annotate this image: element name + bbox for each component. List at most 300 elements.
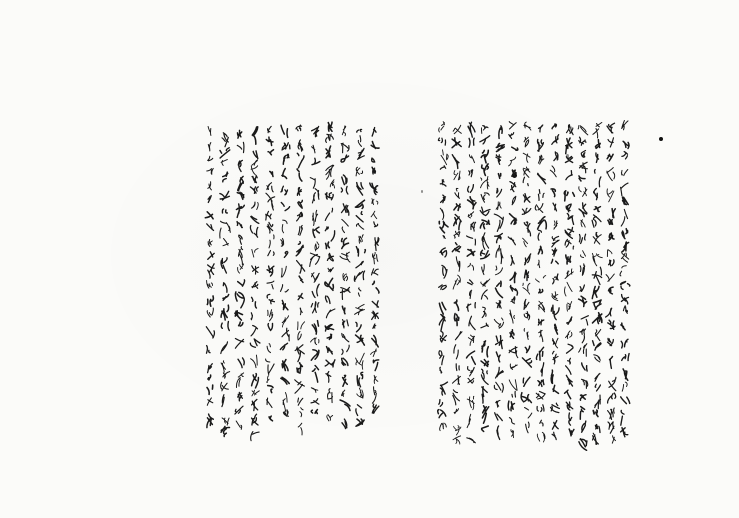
handwritten-glyph	[621, 323, 625, 330]
handwritten-glyph	[298, 398, 303, 405]
handwritten-glyph	[281, 203, 289, 211]
handwritten-glyph	[281, 186, 288, 195]
handwritten-glyph	[594, 207, 600, 212]
handwritten-glyph	[579, 176, 585, 181]
handwritten-column	[266, 126, 275, 420]
handwritten-glyph	[208, 182, 212, 190]
handwritten-glyph	[494, 214, 503, 231]
handwritten-glyph	[238, 358, 244, 368]
handwritten-glyph	[266, 211, 271, 220]
handwritten-glyph	[438, 410, 446, 418]
handwritten-glyph	[555, 324, 558, 334]
handwritten-glyph	[267, 183, 273, 192]
handwritten-glyph	[454, 204, 460, 211]
handwritten-column	[354, 129, 365, 426]
handwritten-glyph	[537, 140, 543, 152]
handwritten-glyph	[455, 188, 460, 198]
handwritten-glyph	[298, 200, 302, 208]
handwritten-glyph	[312, 366, 318, 383]
handwritten-glyph	[551, 305, 559, 319]
handwritten-glyph	[512, 196, 516, 204]
handwritten-glyph	[327, 334, 332, 339]
handwritten-glyph	[356, 419, 364, 426]
handwritten-glyph	[250, 339, 260, 347]
handwritten-glyph	[372, 269, 379, 275]
handwritten-glyph	[496, 144, 504, 152]
handwritten-glyph	[609, 377, 616, 390]
handwritten-glyph	[342, 419, 347, 429]
handwritten-glyph	[440, 180, 446, 186]
handwritten-glyph	[342, 358, 348, 365]
handwritten-glyph	[608, 393, 616, 403]
handwritten-glyph	[235, 292, 244, 308]
handwritten-glyph	[330, 180, 334, 188]
handwritten-glyph	[357, 372, 363, 386]
handwritten-glyph	[266, 193, 275, 210]
handwritten-glyph	[554, 221, 558, 229]
handwritten-glyph	[221, 426, 230, 436]
handwritten-glyph	[252, 127, 257, 144]
handwritten-glyph	[566, 358, 571, 374]
handwritten-glyph	[510, 330, 514, 339]
handwritten-glyph	[552, 135, 559, 145]
handwritten-glyph	[592, 286, 599, 298]
handwritten-glyph	[452, 243, 460, 252]
handwritten-glyph	[593, 123, 602, 138]
handwritten-glyph	[497, 188, 502, 197]
handwritten-glyph	[621, 295, 628, 304]
handwritten-glyph	[207, 296, 213, 306]
handwritten-glyph	[342, 306, 345, 314]
handwritten-glyph	[454, 426, 461, 435]
handwritten-glyph	[372, 128, 376, 136]
handwritten-glyph	[223, 372, 230, 379]
handwritten-glyph	[579, 203, 587, 217]
handwritten-glyph	[439, 221, 448, 232]
handwritten-glyph	[538, 260, 540, 267]
handwritten-glyph	[311, 410, 317, 414]
handwritten-glyph	[251, 313, 252, 320]
handwritten-glyph	[284, 252, 287, 258]
handwritten-glyph	[552, 432, 556, 439]
handwritten-glyph	[522, 208, 531, 214]
handwritten-glyph	[207, 414, 213, 428]
handwritten-glyph	[608, 408, 615, 419]
handwritten-glyph	[537, 432, 545, 442]
handwritten-glyph	[581, 251, 586, 258]
handwritten-glyph	[356, 335, 365, 345]
handwritten-glyph	[281, 125, 288, 137]
handwritten-glyph	[524, 299, 529, 309]
handwritten-glyph	[371, 142, 379, 149]
handwritten-glyph	[553, 274, 558, 284]
handwritten-glyph	[250, 226, 257, 238]
handwritten-glyph	[267, 294, 274, 303]
handwritten-glyph	[207, 346, 211, 354]
handwritten-glyph	[482, 406, 488, 423]
handwritten-glyph	[622, 152, 628, 159]
handwritten-glyph	[440, 382, 447, 395]
handwritten-glyph	[509, 122, 516, 130]
handwritten-glyph	[208, 264, 215, 278]
handwritten-column	[564, 125, 574, 436]
handwritten-glyph	[509, 133, 514, 139]
handwritten-glyph	[607, 250, 612, 257]
handwritten-glyph	[496, 202, 501, 210]
handwritten-glyph	[511, 297, 515, 304]
handwritten-glyph	[327, 253, 333, 261]
handwritten-glyph	[342, 345, 349, 354]
handwritten-glyph	[440, 166, 445, 169]
handwritten-glyph	[467, 396, 474, 409]
handwritten-glyph	[342, 204, 349, 215]
handwritten-glyph	[510, 272, 516, 282]
handwritten-glyph	[481, 279, 490, 287]
handwritten-glyph	[578, 126, 588, 135]
handwritten-glyph	[540, 420, 543, 426]
handwritten-glyph	[299, 276, 303, 282]
handwritten-glyph	[357, 388, 363, 398]
handwritten-glyph	[325, 193, 333, 200]
handwritten-glyph	[565, 390, 571, 399]
handwritten-glyph	[354, 271, 364, 281]
handwritten-glyph	[468, 378, 474, 383]
handwritten-glyph	[220, 221, 230, 238]
handwritten-glyph	[372, 387, 376, 403]
handwritten-glyph	[621, 253, 628, 262]
handwritten-column	[250, 127, 260, 441]
handwritten-glyph	[595, 373, 600, 381]
handwritten-glyph	[281, 266, 286, 277]
handwritten-glyph	[253, 151, 258, 159]
handwritten-glyph	[525, 270, 529, 280]
handwritten-glyph	[297, 212, 303, 221]
handwritten-glyph	[524, 137, 529, 147]
handwritten-glyph	[594, 189, 598, 200]
handwritten-glyph	[269, 235, 274, 248]
handwritten-glyph	[579, 439, 587, 451]
handwritten-glyph	[582, 421, 586, 432]
handwritten-glyph	[579, 187, 587, 197]
handwritten-glyph	[553, 351, 559, 364]
handwritten-glyph	[453, 275, 460, 289]
handwritten-glyph	[326, 146, 331, 158]
handwritten-glyph	[467, 414, 471, 427]
handwritten-glyph	[622, 242, 629, 252]
handwritten-glyph	[297, 363, 303, 373]
handwritten-glyph	[310, 253, 320, 266]
handwritten-glyph	[567, 214, 573, 225]
handwritten-glyph	[374, 222, 378, 227]
handwritten-glyph	[608, 422, 614, 433]
handwritten-glyph	[482, 341, 488, 357]
handwritten-glyph	[439, 302, 445, 314]
handwritten-glyph	[266, 137, 273, 145]
handwritten-glyph	[269, 416, 272, 421]
handwritten-glyph	[566, 255, 571, 264]
handwritten-glyph	[207, 398, 213, 405]
handwritten-glyph	[281, 239, 284, 247]
handwritten-glyph	[523, 238, 528, 247]
handwritten-glyph	[223, 239, 229, 246]
handwritten-glyph	[481, 290, 487, 299]
handwritten-glyph	[535, 204, 543, 213]
handwritten-glyph	[595, 330, 600, 341]
handwritten-glyph	[454, 314, 458, 326]
handwritten-glyph	[267, 266, 274, 276]
handwritten-glyph	[595, 384, 600, 391]
handwritten-glyph	[581, 316, 588, 325]
handwritten-glyph	[326, 372, 331, 383]
handwritten-glyph	[311, 350, 319, 360]
handwritten-glyph	[468, 263, 474, 270]
handwritten-glyph	[237, 222, 242, 228]
handwritten-glyph	[223, 172, 228, 182]
handwritten-glyph	[311, 338, 319, 345]
handwritten-glyph	[270, 171, 273, 176]
handwritten-glyph	[222, 395, 224, 407]
handwritten-glyph	[580, 395, 586, 401]
handwritten-glyph	[539, 125, 543, 132]
handwritten-glyph	[454, 300, 458, 310]
handwritten-glyph	[297, 261, 305, 274]
handwritten-glyph	[509, 380, 517, 391]
handwritten-glyph	[341, 155, 349, 162]
handwritten-glyph	[373, 324, 376, 328]
handwritten-glyph	[609, 233, 614, 240]
handwritten-glyph	[481, 323, 489, 328]
handwritten-glyph	[252, 175, 257, 182]
handwritten-glyph	[453, 390, 460, 405]
handwritten-glyph	[510, 214, 517, 225]
handwritten-glyph	[325, 360, 335, 367]
handwritten-glyph	[342, 390, 345, 396]
handwritten-glyph	[609, 287, 614, 294]
handwritten-glyph	[280, 343, 287, 350]
handwritten-glyph	[372, 404, 379, 413]
right-manuscript-page	[438, 121, 630, 451]
handwritten-glyph	[523, 283, 530, 294]
handwritten-glyph	[565, 227, 574, 238]
handwritten-glyph	[496, 352, 500, 362]
handwritten-glyph	[510, 310, 515, 323]
handwritten-glyph	[523, 194, 530, 203]
handwritten-column	[280, 125, 290, 416]
handwritten-glyph	[298, 322, 305, 330]
handwritten-glyph	[521, 393, 531, 403]
handwritten-glyph	[370, 183, 378, 194]
handwritten-glyph	[326, 242, 330, 249]
handwritten-glyph	[312, 273, 320, 283]
handwritten-glyph	[310, 178, 315, 189]
handwritten-glyph	[566, 375, 572, 386]
handwritten-glyph	[467, 303, 476, 312]
handwritten-glyph	[326, 309, 335, 318]
handwritten-glyph	[538, 319, 544, 325]
handwritten-glyph	[372, 301, 378, 307]
handwritten-glyph	[622, 229, 628, 239]
handwritten-glyph	[468, 197, 476, 209]
handwritten-glyph	[313, 227, 319, 237]
handwritten-glyph	[552, 421, 558, 430]
handwritten-glyph	[469, 155, 474, 163]
handwritten-glyph	[298, 332, 301, 341]
handwritten-column	[325, 122, 335, 421]
handwritten-glyph	[252, 266, 259, 274]
handwritten-glyph	[468, 335, 474, 345]
handwritten-glyph	[524, 312, 530, 320]
handwritten-column	[220, 133, 230, 437]
handwritten-glyph	[268, 150, 273, 155]
handwritten-glyph	[358, 288, 361, 296]
handwritten-glyph	[482, 387, 487, 403]
handwritten-glyph	[300, 408, 303, 417]
handwritten-glyph	[266, 359, 275, 375]
handwritten-glyph	[551, 403, 560, 412]
handwritten-glyph	[481, 126, 488, 134]
handwritten-glyph	[342, 219, 349, 232]
handwritten-glyph	[281, 377, 289, 384]
handwritten-glyph	[608, 320, 615, 329]
handwritten-glyph	[282, 143, 290, 150]
handwritten-glyph	[621, 410, 624, 425]
handwritten-glyph	[268, 126, 272, 132]
handwritten-glyph	[569, 413, 572, 425]
handwritten-glyph	[579, 344, 587, 357]
handwritten-column	[452, 125, 462, 444]
handwritten-glyph	[496, 281, 503, 297]
handwritten-glyph	[372, 167, 375, 174]
handwritten-glyph	[581, 151, 585, 158]
handwritten-glyph	[593, 313, 602, 324]
handwritten-glyph	[236, 421, 241, 429]
handwritten-glyph	[607, 189, 614, 202]
handwritten-glyph	[315, 242, 319, 251]
handwritten-glyph	[298, 140, 303, 151]
handwritten-glyph	[512, 391, 516, 397]
handwritten-glyph	[220, 191, 230, 200]
handwritten-glyph	[282, 360, 288, 371]
handwritten-glyph	[342, 175, 347, 185]
handwritten-glyph	[356, 405, 362, 416]
handwritten-glyph	[455, 332, 462, 340]
handwritten-glyph	[208, 196, 211, 203]
handwritten-glyph	[538, 190, 544, 201]
handwritten-glyph	[283, 154, 289, 164]
handwritten-glyph	[623, 197, 629, 204]
handwritten-glyph	[539, 330, 543, 341]
handwritten-glyph	[498, 174, 500, 179]
handwritten-glyph	[208, 127, 211, 136]
handwritten-glyph	[326, 165, 334, 179]
handwritten-glyph	[207, 308, 213, 317]
handwritten-glyph	[607, 154, 613, 161]
handwritten-glyph	[499, 126, 502, 138]
handwritten-column	[550, 124, 559, 440]
handwritten-glyph	[373, 360, 379, 371]
handwritten-glyph	[312, 145, 315, 153]
handwritten-glyph	[281, 285, 289, 292]
handwritten-glyph	[538, 217, 547, 229]
handwritten-glyph	[221, 342, 228, 354]
handwritten-glyph	[268, 386, 273, 393]
handwritten-glyph	[566, 204, 571, 212]
handwritten-glyph	[238, 392, 243, 401]
handwritten-glyph	[222, 209, 227, 213]
handwritten-glyph	[342, 126, 345, 136]
handwritten-glyph	[551, 259, 558, 263]
handwritten-glyph	[252, 390, 259, 396]
handwritten-glyph	[579, 137, 586, 145]
handwritten-glyph	[236, 204, 244, 217]
handwritten-glyph	[454, 345, 458, 359]
handwritten-glyph	[235, 311, 243, 320]
handwritten-glyph	[440, 208, 443, 219]
handwritten-glyph	[538, 173, 546, 183]
handwritten-glyph	[358, 136, 361, 147]
handwritten-glyph	[494, 318, 503, 328]
handwritten-glyph	[496, 155, 501, 164]
handwritten-glyph	[550, 166, 556, 177]
handwritten-glyph	[579, 234, 585, 243]
handwritten-glyph	[622, 121, 628, 130]
handwritten-glyph	[237, 142, 244, 152]
handwritten-glyph	[566, 138, 572, 154]
handwritten-glyph	[357, 129, 362, 132]
handwritten-glyph	[566, 171, 572, 180]
handwritten-glyph	[494, 382, 503, 392]
handwritten-glyph	[252, 249, 258, 258]
handwritten-glyph	[509, 418, 514, 424]
handwritten-glyph	[440, 332, 446, 342]
handwritten-glyph	[268, 323, 272, 330]
handwritten-glyph	[524, 122, 531, 130]
handwritten-glyph	[471, 222, 476, 231]
handwritten-glyph	[327, 347, 333, 354]
handwritten-glyph	[312, 321, 318, 335]
handwritten-glyph	[482, 426, 489, 432]
handwritten-glyph	[623, 306, 627, 314]
handwritten-column	[235, 130, 245, 429]
handwritten-glyph	[580, 285, 584, 291]
handwritten-glyph	[238, 176, 244, 190]
handwritten-glyph	[452, 138, 461, 148]
handwritten-glyph	[311, 399, 319, 404]
handwritten-glyph	[452, 155, 459, 169]
handwritten-glyph	[566, 331, 572, 339]
handwritten-column	[340, 126, 350, 429]
handwritten-glyph	[355, 200, 364, 208]
handwritten-glyph	[239, 322, 243, 326]
handwritten-glyph	[342, 320, 348, 328]
handwritten-glyph	[454, 215, 461, 230]
handwritten-glyph	[267, 344, 270, 353]
handwritten-glyph	[612, 436, 615, 443]
handwritten-glyph	[356, 212, 363, 222]
handwritten-column	[494, 126, 504, 440]
handwritten-glyph	[552, 338, 558, 348]
handwritten-glyph	[356, 261, 363, 267]
handwritten-glyph	[439, 285, 447, 290]
handwritten-glyph	[582, 363, 587, 371]
handwritten-glyph	[622, 354, 629, 361]
handwritten-glyph	[282, 220, 287, 233]
handwritten-glyph	[523, 153, 530, 162]
handwritten-glyph	[565, 157, 572, 163]
handwritten-glyph	[208, 364, 213, 373]
handwritten-glyph	[509, 347, 518, 358]
handwritten-glyph	[341, 186, 348, 194]
